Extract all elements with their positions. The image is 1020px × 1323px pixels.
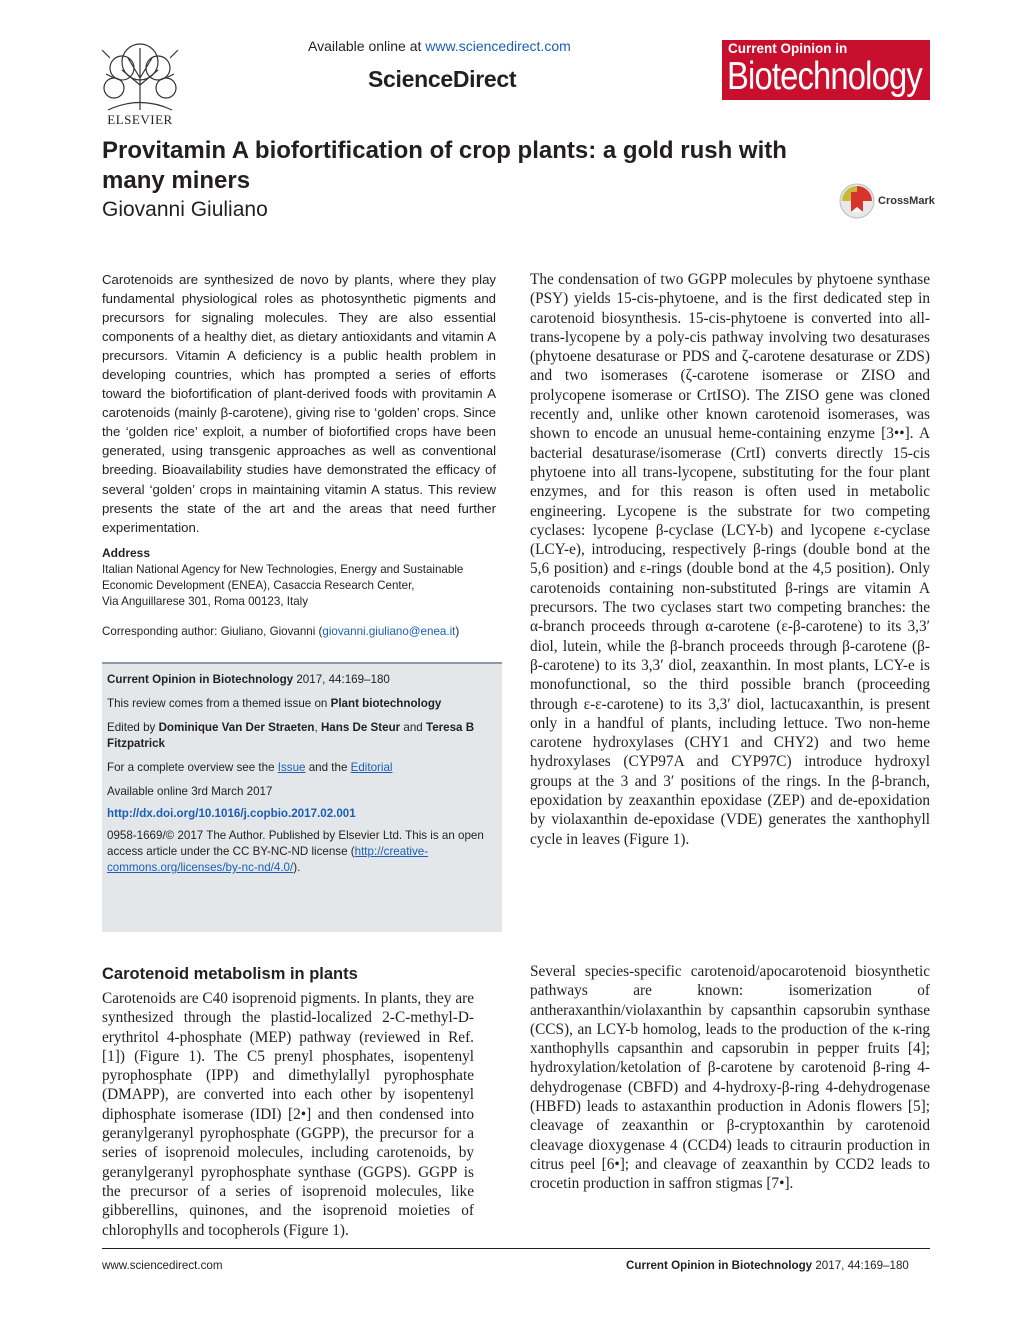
sciencedirect-brand: ScienceDirect [368, 66, 517, 92]
elsevier-logo [100, 40, 180, 128]
abstract: Carotenoids are synthesized de novo by plants, where they play fundamental physiological roles as photosynthetic pigments and precursors for signaling molecules. They are also essential components of a healthy diet, as dietary antioxidants and vitamin A precursors. Vitamin A deficiency is a public health problem in developing countries, which has prompted a series of efforts toward the biofortification of plant-derived foods with provitamin A carotenoids (mainly β-carotene), giving rise to ‘golden’ crops. Since the ‘golden rice’ exploit, a number of biofortified crops have been generated, using transgenic approaches as well as conventional breeding. Bioavailability studies have demonstrated the efficacy of several ‘golden’ crops in maintaining vitamin A status. This review presents the state of the art and the areas that need further experimentation. [102, 272, 496, 535]
info-doi [107, 806, 499, 822]
crossmark-label: CrossMark [878, 195, 935, 207]
available-online: Available online at www.sciencedirect.com [308, 38, 571, 54]
footer-website: www.sciencedirect.com [102, 1259, 223, 1272]
address-line: Economic Development (ENEA), Casaccia Research Center, [102, 579, 415, 592]
doi-link[interactable]: http://dx.doi.org/10.1016/j.copbio.2017.02.001 [107, 807, 356, 820]
body-paragraph: Carotenoids are C40 isoprenoid pigments. In plants, they are synthesized through the plastid-localized 2-C-methyl-D-erythritol 4-phosphate (MEP) pathway (reviewed in Ref. [1]) (Figure 1). The C5 prenyl phosphates, isopentenyl pyrophosphate (IPP) and dimethylallyl pyrophosphate (DMAPP), are converted into each other by isopentenyl diphosphate isomerase (IDI) [2•] and then condensed into geranylgeranyl pyrophosphate (GGPP), the precursor for a series of isoprenoid molecules, including carotenoids, by geranylgeranyl pyrophosphate synthase (GGPS). GGPP is the precursor of a series of isoprenoid molecules, like gibberellins, quinones, and the isoprenoid moieties of chlorophylls and tocopherols (Figure 1). [102, 990, 474, 1239]
info-overview: For a complete overview see the Issue and the Editorial [107, 761, 393, 774]
sciencedirect-link[interactable]: www.sciencedirect.com [425, 38, 571, 54]
issue-link[interactable]: Issue [277, 761, 306, 774]
journal-banner-top: Current Opinion in [728, 41, 848, 56]
publisher-name: ELSEVIER [107, 112, 173, 127]
info-license: 0958-1669/© 2017 The Author. Published by Elsevier Ltd. This is an open access article under the CC BY-NC-ND license (http://creative-commons.org/licenses/by-nc-nd/4.0/). [107, 829, 484, 874]
info-available-online: Available online 3rd March 2017 [107, 785, 273, 798]
address-line: Italian National Agency for New Technologies, Energy and Sustainable [102, 563, 464, 576]
info-citation: Current Opinion in Biotechnology 2017, 44:169–180 [107, 673, 390, 686]
info-themed-issue: This review comes from a themed issue on Plant biotechnology [107, 697, 442, 710]
article-title: Provitamin A biofortification of crop plants: a gold rush with many miners [102, 137, 787, 194]
license-link[interactable]: http://creative-commons.org/licenses/by-nc-nd/4.0/ [107, 845, 429, 874]
author-email-link[interactable]: giovanni.giuliano@enea.it [322, 625, 456, 638]
crossmark-icon [838, 182, 876, 220]
info-editors: Edited by Dominique Van Der Straeten, Hans De Steur and Teresa B Fitzpatrick [107, 721, 475, 750]
footer-divider [102, 1248, 930, 1249]
address-line: Via Anguillarese 301, Roma 00123, Italy [102, 595, 309, 608]
article-info-box [102, 662, 502, 932]
address [102, 562, 496, 610]
journal-banner [722, 40, 930, 100]
article-author: Giovanni Giuliano [102, 198, 268, 221]
editorial-link[interactable]: Editorial [350, 761, 393, 774]
section-heading: Carotenoid metabolism in plants [102, 965, 358, 983]
body-paragraph: Several species-specific carotenoid/apocarotenoid biosynthetic pathways are known: isomerization of antheraxanthin/violaxanthin by capsanthin capsorubin synthase (CCS), an LCY-b homolog, leads to the production of the κ-ring xanthophylls capsanthin and capsorubin in pepper fruits [4]; hydroxylation/ketolation of β-carotene by carotenoid β-ring 4-dehydrogenase (CBFD) and 4-hydroxy-β-ring 4-dehydrogenase (HBFD) leads to astaxanthin production in Adonis flowers [5]; cleavage of zeaxanthin or β-cryptoxanthin by carotenoid cleavage dioxygenase 4 (CCD4) leads to citraurin production in citrus peel [6•]; and cleavage of zeaxanthin by CCD2 leads to crocetin production in saffron stigmas [7•]. [530, 963, 930, 1193]
crossmark-button[interactable] [838, 182, 938, 222]
body-paragraph: The condensation of two GGPP molecules by phytoene synthase (PSY) yields 15-cis-phytoene, and is the first dedicated step in carotenoid biosynthesis. 15-cis-phytoene is converted into all-trans-lycopene by a poly-cis pathway involving two desaturases (phytoene desaturase or PDS and ζ-carotene desaturase or ZDS) and two isomerases (ζ-carotene isomerase or ZISO and prolycopene isomerase or CrtISO). The ZISO gene was cloned recently and, unlike other known carotenoid isomerases, was shown to encode an unusual heme-containing enzyme [3••]. A bacterial desaturase/isomerase (CrtI) converts directly 15-cis phytoene into all trans-lycopene, substituting for the four plant enzymes, and for this reason is often used in metabolic engineering. Lycopene is the substrate for two competing cyclases: lycopene β-cyclase (LCY-b) and lycopene ε-cyclase (LCY-e), introducing, respectively β-rings (double bond at the 5,6 position) and ε-rings (double bond at the 4,5 position). Only carotenoids containing non-substituted β-rings are vitamin A precursors. The two cyclases start two competing branches: the α-branch proceeds through α-carotene (ε-β-carotene) to its 3,3′ diol, lutein, while the β-branch proceeds through β-carotene (β-β-carotene) to its 3,3′ diol, zeaxanthin. In most plants, LCY-e is monofunctional, so the third possible branch (proceeding through ε-ε-carotene) to its 3,3′ diol, lactucaxanthin, is present only in a handful of plants, including lettuce. Two non-heme carotene hydroxylases (CHY1 and CHY2) and two heme hydroxylases (CYP97A and CYP97C) introduce hydroxyl groups at the 3 and 3′ positions of the rings. In the β-branch, epoxidation by zeaxanthin epoxidase (ZEP) and de-epoxidation by violaxanthin de-epoxidase (VDE) generates the xanthophyll cycle in leaves (Figure 1). [530, 271, 930, 848]
corresponding-author: Corresponding author: Giuliano, Giovanni (giovanni.giuliano@enea.it) [102, 625, 460, 638]
elsevier-tree-icon [100, 40, 180, 112]
footer-citation: Current Opinion in Biotechnology 2017, 44:169–180 [626, 1259, 909, 1272]
journal-banner-bottom: Biotechnology [727, 55, 922, 98]
address-heading: Address [102, 546, 151, 560]
